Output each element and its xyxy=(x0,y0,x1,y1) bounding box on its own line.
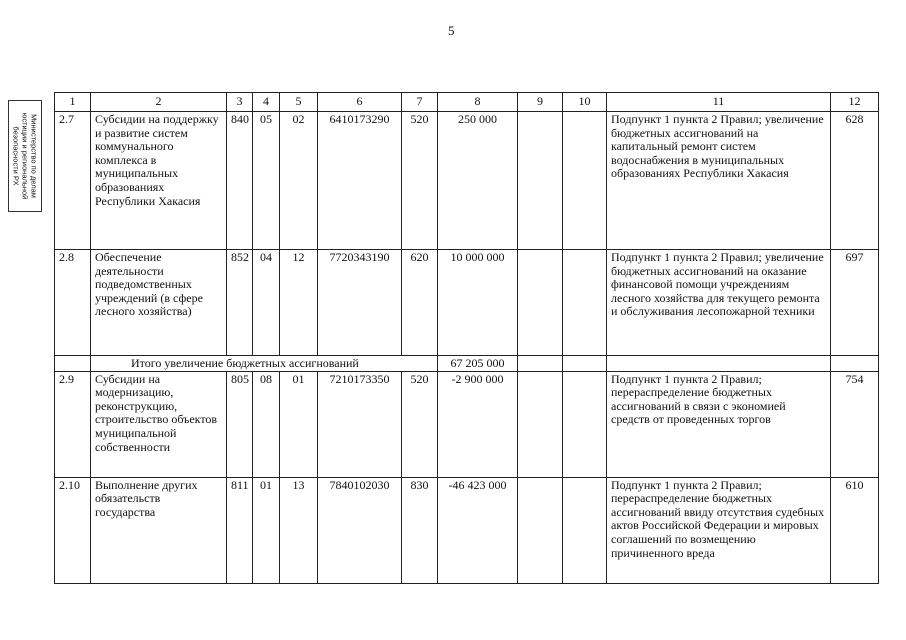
column-header: 1 xyxy=(55,93,91,112)
column-header: 7 xyxy=(402,93,438,112)
row-number: 2.7 xyxy=(55,112,91,250)
basis-description: Подпункт 1 пункта 2 Правил; увеличение бюджетных ассигнований на капитальный ремонт систем водоснабжения в муниципальных образованиях Республики Хакасия xyxy=(607,112,831,250)
column-header: 11 xyxy=(607,93,831,112)
table-row xyxy=(55,477,879,583)
target-article-code: 6410173290 xyxy=(318,112,402,250)
column-9-value xyxy=(518,477,563,583)
column-header: 8 xyxy=(438,93,518,112)
registration-stamp xyxy=(8,100,42,212)
column-header: 12 xyxy=(831,93,879,112)
amount: 10 000 000 xyxy=(438,250,518,356)
table-row xyxy=(55,371,879,477)
column-10-value xyxy=(563,112,607,250)
total-label: Итого увеличение бюджетных ассигнований xyxy=(91,356,438,372)
expense-type-code: 520 xyxy=(402,112,438,250)
page-number: 5 xyxy=(448,23,455,38)
expense-type-code: 830 xyxy=(402,477,438,583)
total-amount: 67 205 000 xyxy=(438,356,518,372)
document-number: 754 xyxy=(831,371,879,477)
expense-name: Обеспечение деятельности подведомственных учреждений (в сфере лесного хозяйства) xyxy=(91,250,227,356)
expense-type-code: 520 xyxy=(402,371,438,477)
subsection-code: 02 xyxy=(280,112,318,250)
column-header: 2 xyxy=(91,93,227,112)
table-header-row xyxy=(55,93,879,112)
column-header: 10 xyxy=(563,93,607,112)
column-9-value xyxy=(518,112,563,250)
expense-name: Субсидии на модернизацию, реконструкцию, строительство объектов муниципальной собственности xyxy=(91,371,227,477)
row-number: 2.8 xyxy=(55,250,91,356)
column-header: 5 xyxy=(280,93,318,112)
basis-description: Подпункт 1 пункта 2 Правил; перераспределение бюджетных ассигнований в связи с экономией средств от проведенных торгов xyxy=(607,371,831,477)
column-10-value xyxy=(563,371,607,477)
section-code: 08 xyxy=(253,371,280,477)
budget-allocations-table xyxy=(54,92,879,584)
column-header: 9 xyxy=(518,93,563,112)
document-number: 628 xyxy=(831,112,879,250)
stamp-text xyxy=(12,102,39,210)
document-number: 610 xyxy=(831,477,879,583)
subsection-code: 12 xyxy=(280,250,318,356)
amount: -46 423 000 xyxy=(438,477,518,583)
row-number: 2.9 xyxy=(55,371,91,477)
column-header: 4 xyxy=(253,93,280,112)
target-article-code: 7840102030 xyxy=(318,477,402,583)
section-code: 04 xyxy=(253,250,280,356)
column-9-value xyxy=(518,371,563,477)
expense-name: Выполнение других обязательств государства xyxy=(91,477,227,583)
stamp-line: безопасности РХ xyxy=(11,126,21,186)
ministry-code: 840 xyxy=(227,112,253,250)
column-9-value xyxy=(518,250,563,356)
section-code: 01 xyxy=(253,477,280,583)
column-10-value xyxy=(563,477,607,583)
ministry-code: 805 xyxy=(227,371,253,477)
amount: 250 000 xyxy=(438,112,518,250)
expense-type-code: 620 xyxy=(402,250,438,356)
total-row xyxy=(55,356,879,372)
stamp-line: Министерство по делам xyxy=(29,114,39,198)
subsection-code: 13 xyxy=(280,477,318,583)
expense-name: Субсидии на поддержку и развитие систем коммунального комплекса в муниципальных образованиях Республики Хакасия xyxy=(91,112,227,250)
stamp-line: юстиции и региональной xyxy=(20,112,30,200)
row-number: 2.10 xyxy=(55,477,91,583)
column-header: 6 xyxy=(318,93,402,112)
table-row xyxy=(55,112,879,250)
ministry-code: 811 xyxy=(227,477,253,583)
basis-description: Подпункт 1 пункта 2 Правил; увеличение бюджетных ассигнований на оказание финансовой помощи учреждениям лесного хозяйства для текущего ремонта и обслуживания лесопожарной техники xyxy=(607,250,831,356)
column-header: 3 xyxy=(227,93,253,112)
section-code: 05 xyxy=(253,112,280,250)
column-10-value xyxy=(563,250,607,356)
document-number: 697 xyxy=(831,250,879,356)
target-article-code: 7210173350 xyxy=(318,371,402,477)
target-article-code: 7720343190 xyxy=(318,250,402,356)
ministry-code: 852 xyxy=(227,250,253,356)
amount: -2 900 000 xyxy=(438,371,518,477)
basis-description: Подпункт 1 пункта 2 Правил; перераспределение бюджетных ассигнований ввиду отсутствия судебных актов Российской Федерации и мировых соглашений по возмещению причиненного вреда xyxy=(607,477,831,583)
table-row xyxy=(55,250,879,356)
subsection-code: 01 xyxy=(280,371,318,477)
